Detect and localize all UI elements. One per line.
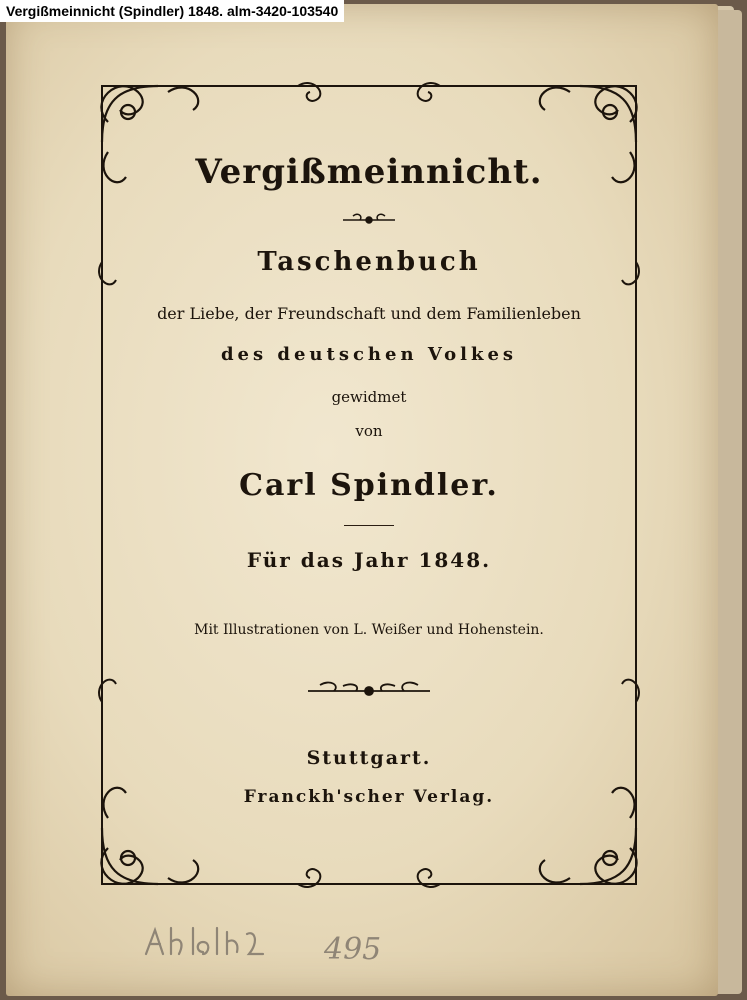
year-line: Für das Jahr 1848. <box>246 548 492 572</box>
book-title: Vergißmeinnicht. <box>195 152 543 192</box>
pencil-scribble <box>141 922 291 962</box>
publication-place: Stuttgart. <box>306 747 432 769</box>
pencil-number: 495 <box>324 932 382 967</box>
subtitle: Taschenbuch <box>257 247 481 277</box>
title-block <box>98 82 640 888</box>
pencil-signature <box>141 922 291 969</box>
rule-divider <box>344 525 394 526</box>
illustration-credit: Mit Illustrationen von L. Weißer und Hohenstein. <box>194 622 544 638</box>
dedication: gewidmet <box>331 388 407 406</box>
image-caption: Vergißmeinnicht (Spindler) 1848. alm-3420-103540 <box>0 0 344 22</box>
subtitle-line-3: des deutschen Volkes <box>220 344 518 365</box>
publisher: Franckh'scher Verlag. <box>243 787 495 807</box>
subtitle-line-2: der Liebe, der Freundschaft und dem Familienleben <box>157 304 581 323</box>
title-page <box>6 4 718 996</box>
by-line: von <box>355 422 383 440</box>
author-name: Carl Spindler. <box>239 468 499 503</box>
